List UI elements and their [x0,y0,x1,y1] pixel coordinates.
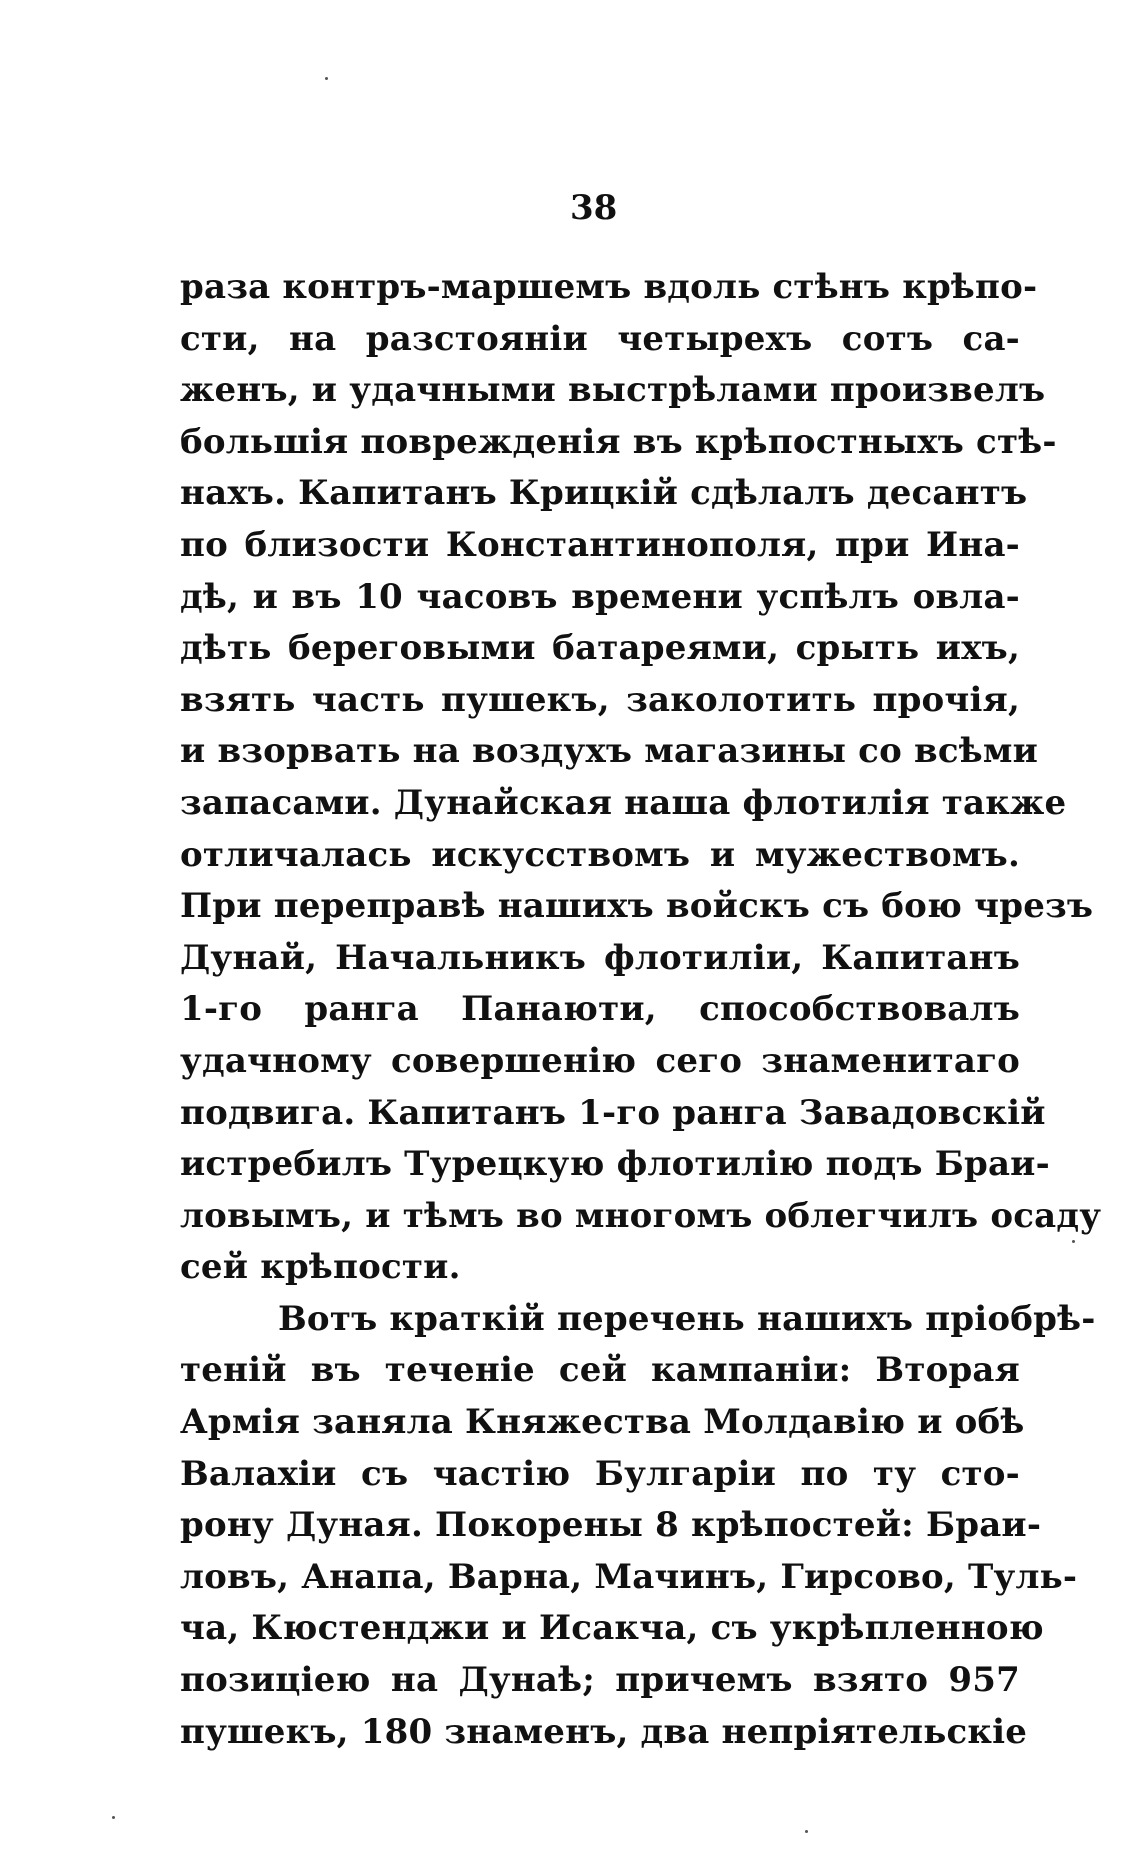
text-line: ловымъ, и тѣмъ во многомъ облегчилъ осаду [180,1195,1102,1236]
page-number: 38 [570,188,618,228]
text-line: удачному совершенію сего знаменитаго [180,1040,1020,1081]
text-line: ча, Кюстенджи и Исакча, съ укрѣпленною [180,1608,1044,1649]
text-line: 1-го ранга Панаюти, способствовалъ [180,989,1020,1030]
text-line: теній въ теченіе сей кампаніи: Вторая [180,1350,1020,1391]
text-line: истребилъ Турецкую флотилію подъ Браи- [180,1144,1050,1185]
text-line: дѣ, и въ 10 часовъ времени успѣлъ овла- [180,576,1020,617]
text-line: и взорвать на воздухъ магазины со всѣми [180,731,1038,772]
scan-speck [1072,1240,1075,1243]
text-line: нахъ. Капитанъ Крицкій сдѣлалъ десантъ [180,473,1028,514]
text-line: отличалась искусствомъ и мужествомъ. [180,834,1020,875]
text-line: большія поврежденія въ крѣпостныхъ стѣ- [180,421,1057,462]
scan-speck [112,1816,115,1819]
text-line: рону Дуная. Покорены 8 крѣпостей: Браи- [180,1505,1042,1546]
text-line: сти, на разстояніи четырехъ сотъ са- [180,318,1020,359]
scan-speck [805,1830,808,1833]
text-line: пушекъ, 180 знаменъ, два непріятельскіе [180,1711,1028,1752]
text-line: раза контръ-маршемъ вдоль стѣнъ крѣпо- [180,267,1038,307]
text-line: Армія заняла Княжества Молдавію и обѣ [180,1402,1025,1443]
paragraph-end-line: сей крѣпости. [180,1247,461,1288]
text-line: взять часть пушекъ, заколотить прочія, [180,679,1020,720]
text-line: позиціею на Дунаѣ; причемъ взято 957 [180,1660,1020,1701]
text-line: запасами. Дунайская наша флотилія также [180,782,1067,823]
text-line: Валахіи съ частію Булгаріи по ту сто- [180,1453,1020,1494]
text-line: подвига. Капитанъ 1-го ранга Завадовскій [180,1092,1046,1133]
text-line: женъ, и удачными выстрѣлами произвелъ [180,370,1046,411]
text-line: дѣть береговыми батареями, срыть ихъ, [180,628,1020,669]
text-line: Дунай, Начальникъ флотиліи, Капитанъ [180,937,1020,978]
paragraph-start-line: Вотъ краткій перечень нашихъ пріобрѣ- [278,1298,1096,1339]
body-text [180,262,1102,1758]
text-line: При переправѣ нашихъ войскъ съ бою чрезъ [180,886,1094,927]
text-line: ловъ, Анапа, Варна, Мачинъ, Гирсово, Туль- [180,1556,1078,1597]
scan-speck [325,77,328,80]
text-line: по близости Константинополя, при Ина- [180,524,1020,565]
